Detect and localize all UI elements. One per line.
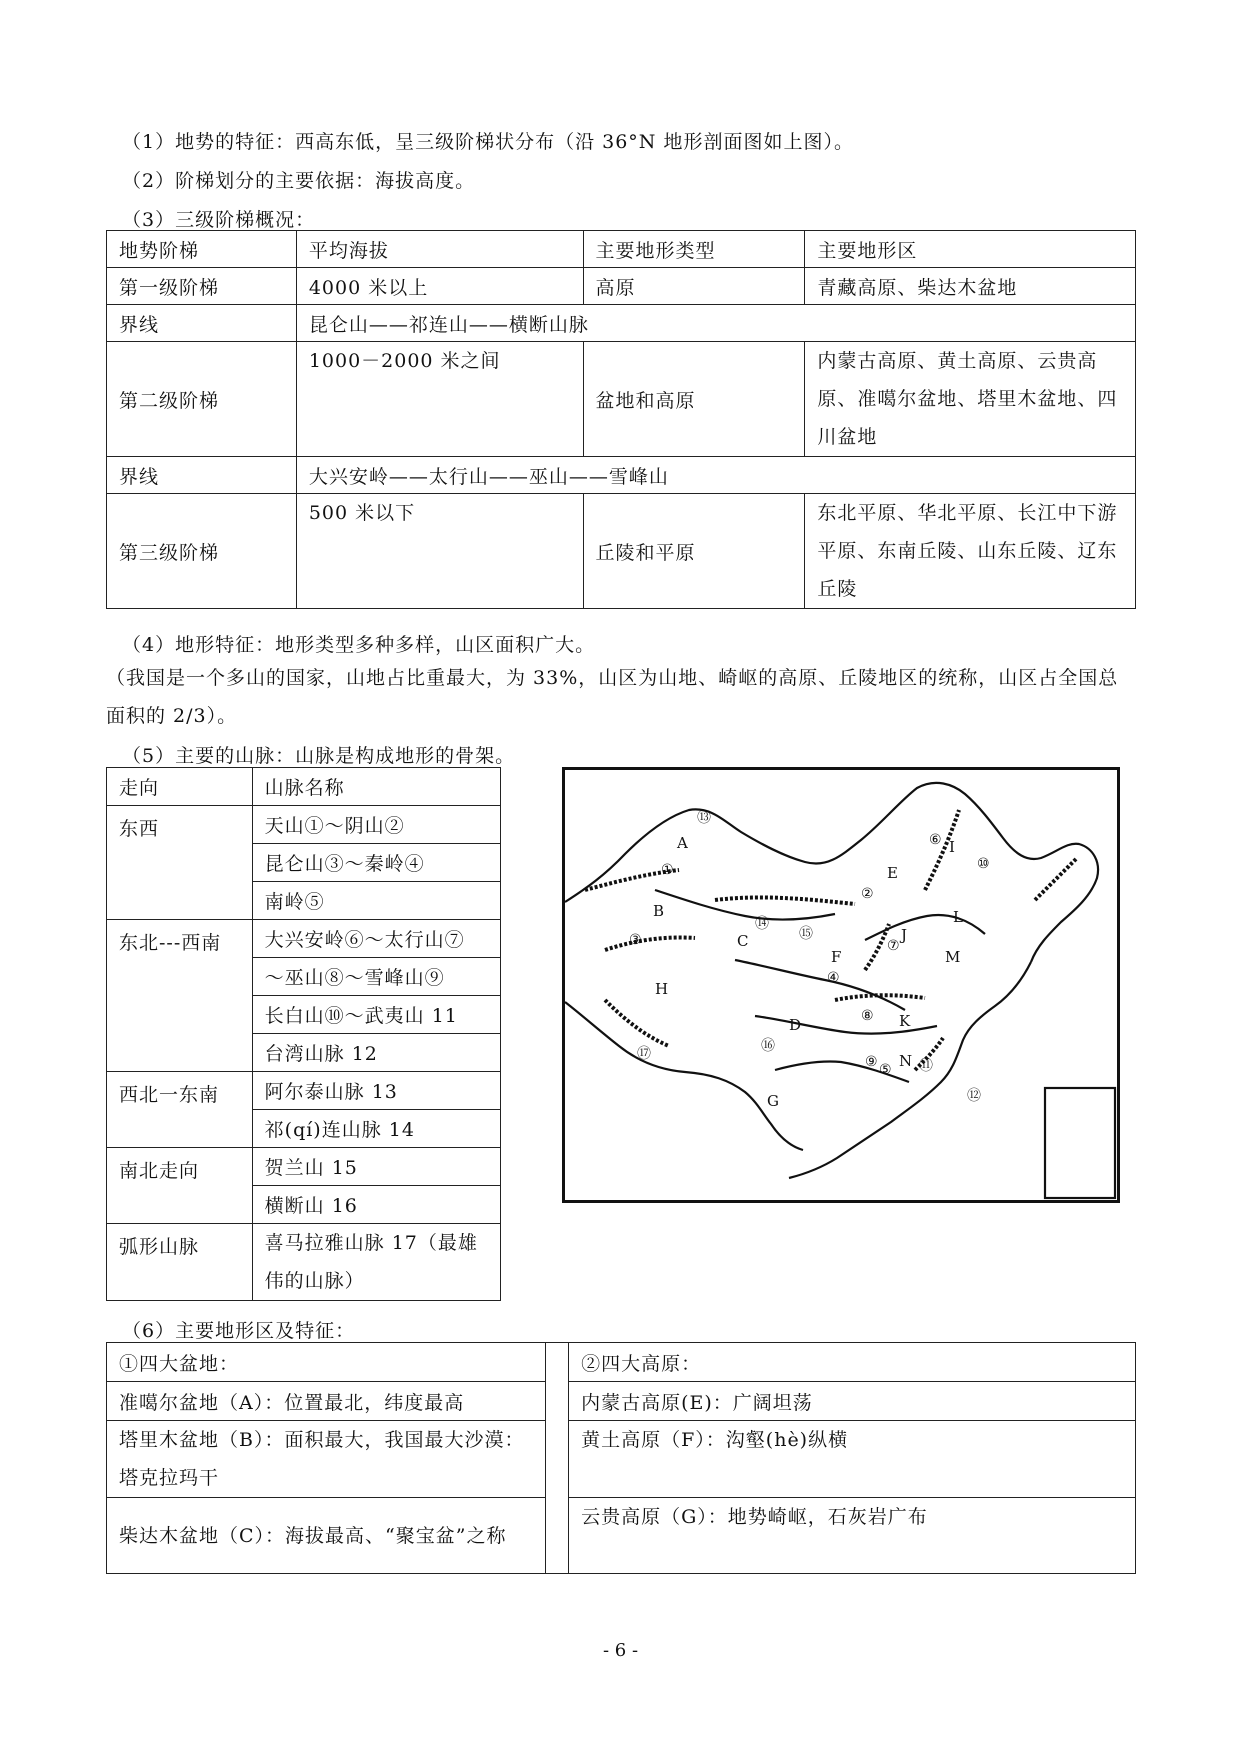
mountain-direction: 东北---西南	[107, 920, 253, 1072]
stair-regions: 青藏高原、柴达木盆地	[805, 268, 1136, 305]
mountains-header-row	[107, 768, 501, 806]
mountain-name: 南岭⑤	[252, 882, 500, 920]
plateau-item: 黄土高原（F）：沟壑(hè)纵横	[569, 1421, 1136, 1498]
stairs-row-2	[107, 342, 1136, 457]
map-label: A	[677, 834, 688, 852]
intro-line-1: （1）地势的特征：西高东低，呈三级阶梯状分布（沿 36°N 地形剖面图如上图）。	[122, 131, 854, 153]
map-number: ⑤	[879, 1062, 892, 1078]
map-number: ⑬	[697, 810, 711, 826]
mountains-table	[106, 767, 501, 1301]
mountain-ridge	[715, 897, 855, 904]
map-number: ⑮	[799, 926, 813, 942]
map-border-line	[565, 1002, 803, 1150]
mountain-direction: 南北走向	[107, 1148, 253, 1224]
stairs-border-2	[107, 457, 1136, 494]
intro-line-3: （3）三级阶梯概况：	[122, 209, 316, 231]
mountain-name: ～巫山⑧～雪峰山⑨	[252, 958, 500, 996]
map-label: H	[655, 980, 669, 998]
mountain-direction: 东西	[107, 806, 253, 920]
map-label: L	[953, 908, 963, 926]
terrain-line-5: （5）主要的山脉：山脉是构成地形的骨架。	[122, 745, 516, 767]
map-label: J	[901, 926, 908, 944]
terrain-line-4: （4）地形特征：地形类型多种多样，山区面积广大。	[122, 634, 596, 656]
map-province-line	[655, 890, 835, 920]
stair-altitude: 4000 米以上	[296, 268, 583, 305]
map-border-line	[565, 783, 1098, 962]
stair-altitude: 1000－2000 米之间	[296, 342, 583, 457]
plateau-item: 内蒙古高原(E)：广阔坦荡	[569, 1382, 1136, 1421]
mountain-ridge	[605, 1000, 669, 1046]
border-label: 界线	[107, 305, 297, 342]
map-number: ⑰	[637, 1046, 651, 1062]
map-number: ⑭	[755, 916, 769, 932]
mountain-direction: 弧形山脉	[107, 1224, 253, 1301]
header-cell: 走向	[107, 768, 253, 806]
stairs-row-3	[107, 494, 1136, 609]
mountain-name: 贺兰山 15	[252, 1148, 500, 1186]
stair-altitude: 500 米以下	[296, 494, 583, 609]
mountain-name: 喜马拉雅山脉 17（最雄伟的山脉）	[252, 1224, 500, 1301]
map-number: ④	[827, 970, 840, 986]
basin-item: 准噶尔盆地（A）：位置最北，纬度最高	[107, 1382, 546, 1421]
mountain-row	[107, 806, 501, 844]
mountain-row	[107, 1072, 501, 1110]
map-number: ⑪	[919, 1058, 933, 1074]
basin-item: 塔里木盆地（B）：面积最大，我国最大沙漠：塔克拉玛干	[107, 1421, 546, 1498]
header-cell: 主要地形类型	[583, 231, 805, 268]
landforms-header-row	[107, 1343, 1136, 1382]
landforms-row	[107, 1382, 1136, 1421]
border-line: 昆仑山——祁连山——横断山脉	[296, 305, 1135, 342]
mountain-row	[107, 920, 501, 958]
plateau-item: 云贵高原（G）：地势崎岖，石灰岩广布	[569, 1498, 1136, 1574]
stair-name: 第三级阶梯	[107, 494, 297, 609]
mountain-name: 长白山⑩～武夷山 11	[252, 996, 500, 1034]
map-number: ⑦	[887, 938, 900, 954]
map-label: B	[653, 902, 665, 920]
map-number: ⑯	[761, 1038, 775, 1054]
mountain-name: 横断山 16	[252, 1186, 500, 1224]
map-number: ②	[861, 886, 874, 902]
map-province-line	[735, 960, 905, 1010]
stair-name: 第二级阶梯	[107, 342, 297, 457]
map-label: C	[737, 932, 749, 950]
stairs-header-row	[107, 231, 1136, 268]
header-cell: 山脉名称	[252, 768, 500, 806]
map-river-line	[865, 915, 985, 940]
mountain-row	[107, 1224, 501, 1301]
mountain-name: 阿尔泰山脉 13	[252, 1072, 500, 1110]
map-label: N	[899, 1052, 913, 1070]
landforms-table	[106, 1342, 1136, 1574]
border-line: 大兴安岭——太行山——巫山——雪峰山	[296, 457, 1135, 494]
terrain-note: （我国是一个多山的国家，山地占比重最大，为 33%，山区为山地、崎岖的高原、丘陵地区的统称，山区占全国总面积的 2/3）。	[106, 667, 1119, 727]
mountain-name: 天山①～阴山②	[252, 806, 500, 844]
stairs-row-1	[107, 268, 1136, 305]
mountain-direction: 西北一东南	[107, 1072, 253, 1148]
stairs-table	[106, 230, 1136, 609]
map-drawing	[565, 770, 1117, 1200]
landforms-row	[107, 1421, 1136, 1498]
stair-regions: 内蒙古高原、黄土高原、云贵高原、准噶尔盆地、塔里木盆地、四川盆地	[805, 342, 1136, 457]
map-number: ③	[629, 932, 642, 948]
map-label: G	[767, 1092, 779, 1110]
map-label: E	[887, 864, 898, 882]
map-number: ⑨	[865, 1054, 878, 1070]
plateaus-header: ②四大高原：	[569, 1343, 1136, 1382]
map-label: M	[945, 948, 961, 966]
basins-header: ①四大盆地：	[107, 1343, 546, 1382]
map-label: K	[899, 1012, 911, 1030]
china-mountains-map	[562, 767, 1120, 1203]
stair-type: 高原	[583, 268, 805, 305]
map-inset-frame	[1045, 1088, 1115, 1198]
stair-type: 丘陵和平原	[583, 494, 805, 609]
column-gap	[546, 1343, 569, 1574]
map-number: ⑧	[861, 1008, 874, 1024]
map-number: ⑫	[967, 1088, 981, 1104]
map-number: ⑩	[977, 856, 990, 872]
stairs-border-1	[107, 305, 1136, 342]
mountain-ridge	[605, 938, 695, 951]
page-number: - 6 -	[602, 1640, 639, 1661]
border-label: 界线	[107, 457, 297, 494]
mountain-name: 大兴安岭⑥～太行山⑦	[252, 920, 500, 958]
mountain-name: 祁(qí)连山脉 14	[252, 1110, 500, 1148]
stair-type: 盆地和高原	[583, 342, 805, 457]
basin-item: 柴达木盆地（C）：海拔最高、“聚宝盆”之称	[107, 1498, 546, 1574]
map-label: F	[831, 948, 842, 966]
mountain-name: 台湾山脉 12	[252, 1034, 500, 1072]
header-cell: 主要地形区	[805, 231, 1136, 268]
stair-name: 第一级阶梯	[107, 268, 297, 305]
mountain-ridge	[1035, 858, 1077, 900]
intro-line-2: （2）阶梯划分的主要依据：海拔高度。	[122, 170, 476, 192]
map-number: ①	[661, 862, 674, 878]
header-cell: 地势阶梯	[107, 231, 297, 268]
stair-regions: 东北平原、华北平原、长江中下游平原、东南丘陵、山东丘陵、辽东丘陵	[805, 494, 1136, 609]
landforms-row	[107, 1498, 1136, 1574]
mountain-name: 昆仑山③～秦岭④	[252, 844, 500, 882]
map-label: I	[949, 838, 955, 856]
landforms-title: （6）主要地形区及特征：	[122, 1320, 356, 1342]
map-label: D	[789, 1016, 802, 1034]
header-cell: 平均海拔	[296, 231, 583, 268]
mountain-row	[107, 1148, 501, 1186]
map-number: ⑥	[929, 832, 942, 848]
